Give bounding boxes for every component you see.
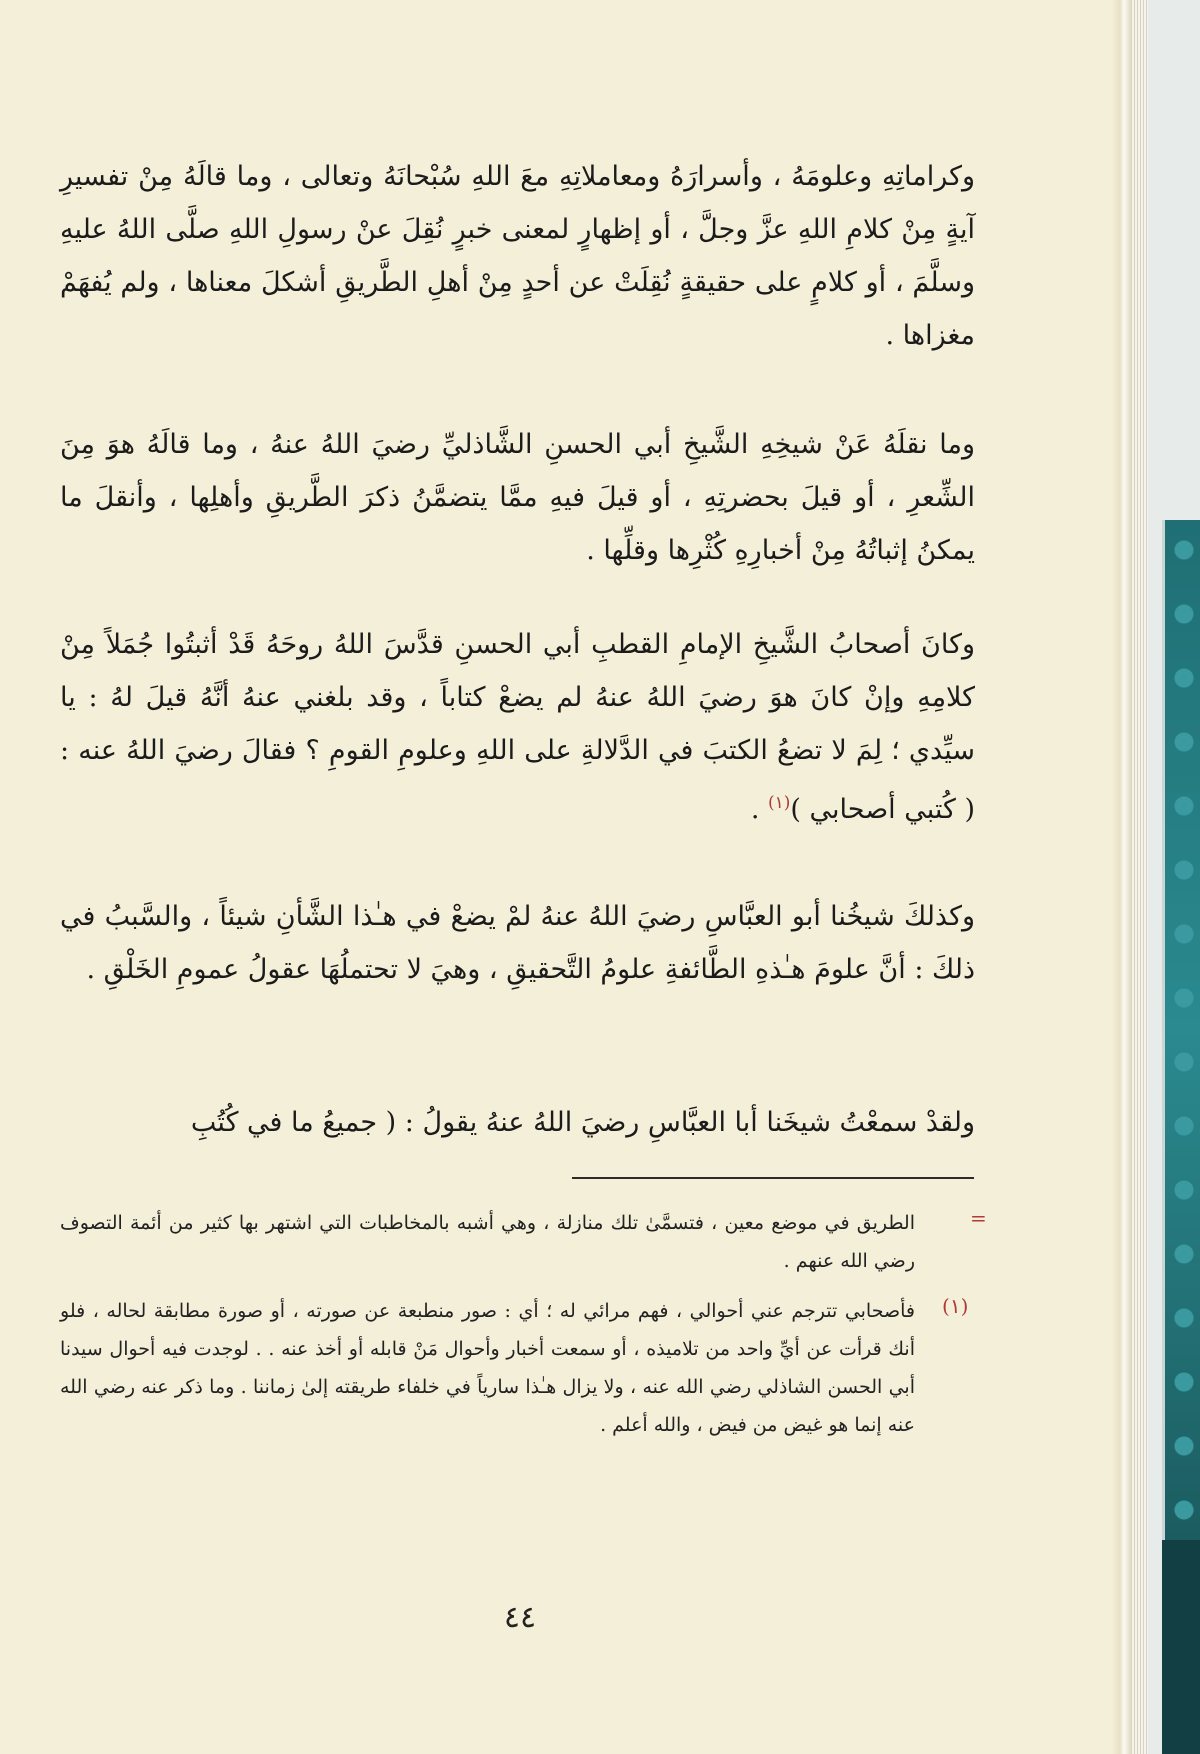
cover-dark-band <box>1162 1540 1200 1754</box>
page-stack-edges <box>1132 0 1148 1754</box>
paragraph-4: وكذلكَ شيخُنا أبو العبَّاسِ رضيَ اللهُ عنهُ لمْ يضعْ في هـٰذا الشَّأنِ شيئاً ، والسَّببُ في ذلكَ : أنَّ علومَ هـٰذهِ الطَّائفةِ علومُ التَّحقيقِ ، وهيَ لا تحتملُهَا عقولُ عمومِ الخَلْقِ . <box>60 901 975 985</box>
footnote-ref-1[interactable]: (١) <box>768 793 791 813</box>
footnote-continuation: الطريق في موضع معين ، فتسمَّىٰ تلك منازلة ، وهي أشبه بالمخاطبات التي اشتهر بها كثير من أئمة التصوف رضي الله عنهم . <box>60 1212 915 1272</box>
paragraph-3-text: وكانَ أصحابُ الشَّيخِ الإمامِ القطبِ أبي الحسنِ قدَّسَ اللهُ روحَهُ قَدْ أثبتُوا جُمَلاً مِنْ كلامِهِ وإنْ كانَ هوَ رضيَ اللهُ عنهُ لم يضعْ كتاباً ، وقد بلغني عنهُ أنَّهُ قيلَ لهُ : يا سيِّدي ؛ لِمَ لا تضعُ الكتبَ في الدَّلالةِ على اللهِ وعلومِ القومِ ؟ فقالَ رضيَ اللهُ عنه : ( كُتبي أصحابي ) <box>60 629 975 825</box>
footnote-1-mark: (١) <box>942 1294 969 1318</box>
page-number: ٤٤ <box>503 1600 537 1635</box>
paragraph-1: وكراماتِهِ وعلومَهُ ، وأسرارَهُ ومعاملاتِهِ معَ اللهِ سُبْحانَهُ وتعالى ، وما قالَهُ مِنْ تفسيرِ آيةٍ مِنْ كلامِ اللهِ عزَّ وجلَّ ، أو إظهارٍ لمعنى خبرٍ نُقِلَ عنْ رسولِ اللهِ صلَّى اللهُ عليهِ وسلَّمَ ، أو كلامٍ على حقيقةٍ نُقِلَتْ عن أحدٍ مِنْ أهلِ الطَّريقِ أشكلَ معناها ، ولم يُفهَمْ مغزاها . <box>60 161 975 351</box>
page-gutter-edge <box>1112 0 1132 1754</box>
paragraph-2: وما نقلَهُ عَنْ شيخِهِ الشَّيخِ أبي الحسنِ الشَّاذليِّ رضيَ اللهُ عنهُ ، وما قالَهُ هوَ مِنَ الشِّعرِ ، أو قيلَ بحضرتِهِ ، أو قيلَ فيهِ ممَّا يتضمَّنُ ذكرَ الطَّريقِ وأهلِها ، وأنقلَ ما يمكنُ إثباتُهُ مِنْ أخبارِهِ كُثْرِها وقلِّها . <box>60 429 975 566</box>
footnote-continuation-mark: = <box>970 1206 987 1230</box>
cover-ornament-pattern <box>1162 520 1200 1540</box>
footnote-1: فأصحابي تترجم عني أحوالي ، فهم مرائي له ؛ أي : صور منطبعة عن صورته ، أو صورة مطابقة لحاله ، فلو أنك قرأت عن أيِّ واحد من تلاميذه ، أو سمعت أخبار وأحوال مَنْ قابله أو أخذ عنه . . لوجدت فيه أحوال سيدنا أبي الحسن الشاذلي رضي الله عنه ، ولا يزال هـٰذا سارياً في خلفاء طريقته إلىٰ زماننا . وما ذكر عنه رضي الله عنه إنما هو غيض من فيض ، والله أعلم . <box>60 1300 915 1436</box>
footnote-divider <box>572 1177 974 1179</box>
paragraph-3 <box>60 618 975 836</box>
paragraph-5: ولقدْ سمعْتُ شيخَنا أبا العبَّاسِ رضيَ اللهُ عنهُ يقولُ : ( جميعُ ما في كُتُبِ <box>190 1107 975 1138</box>
paragraph-3-end: . <box>750 794 768 825</box>
